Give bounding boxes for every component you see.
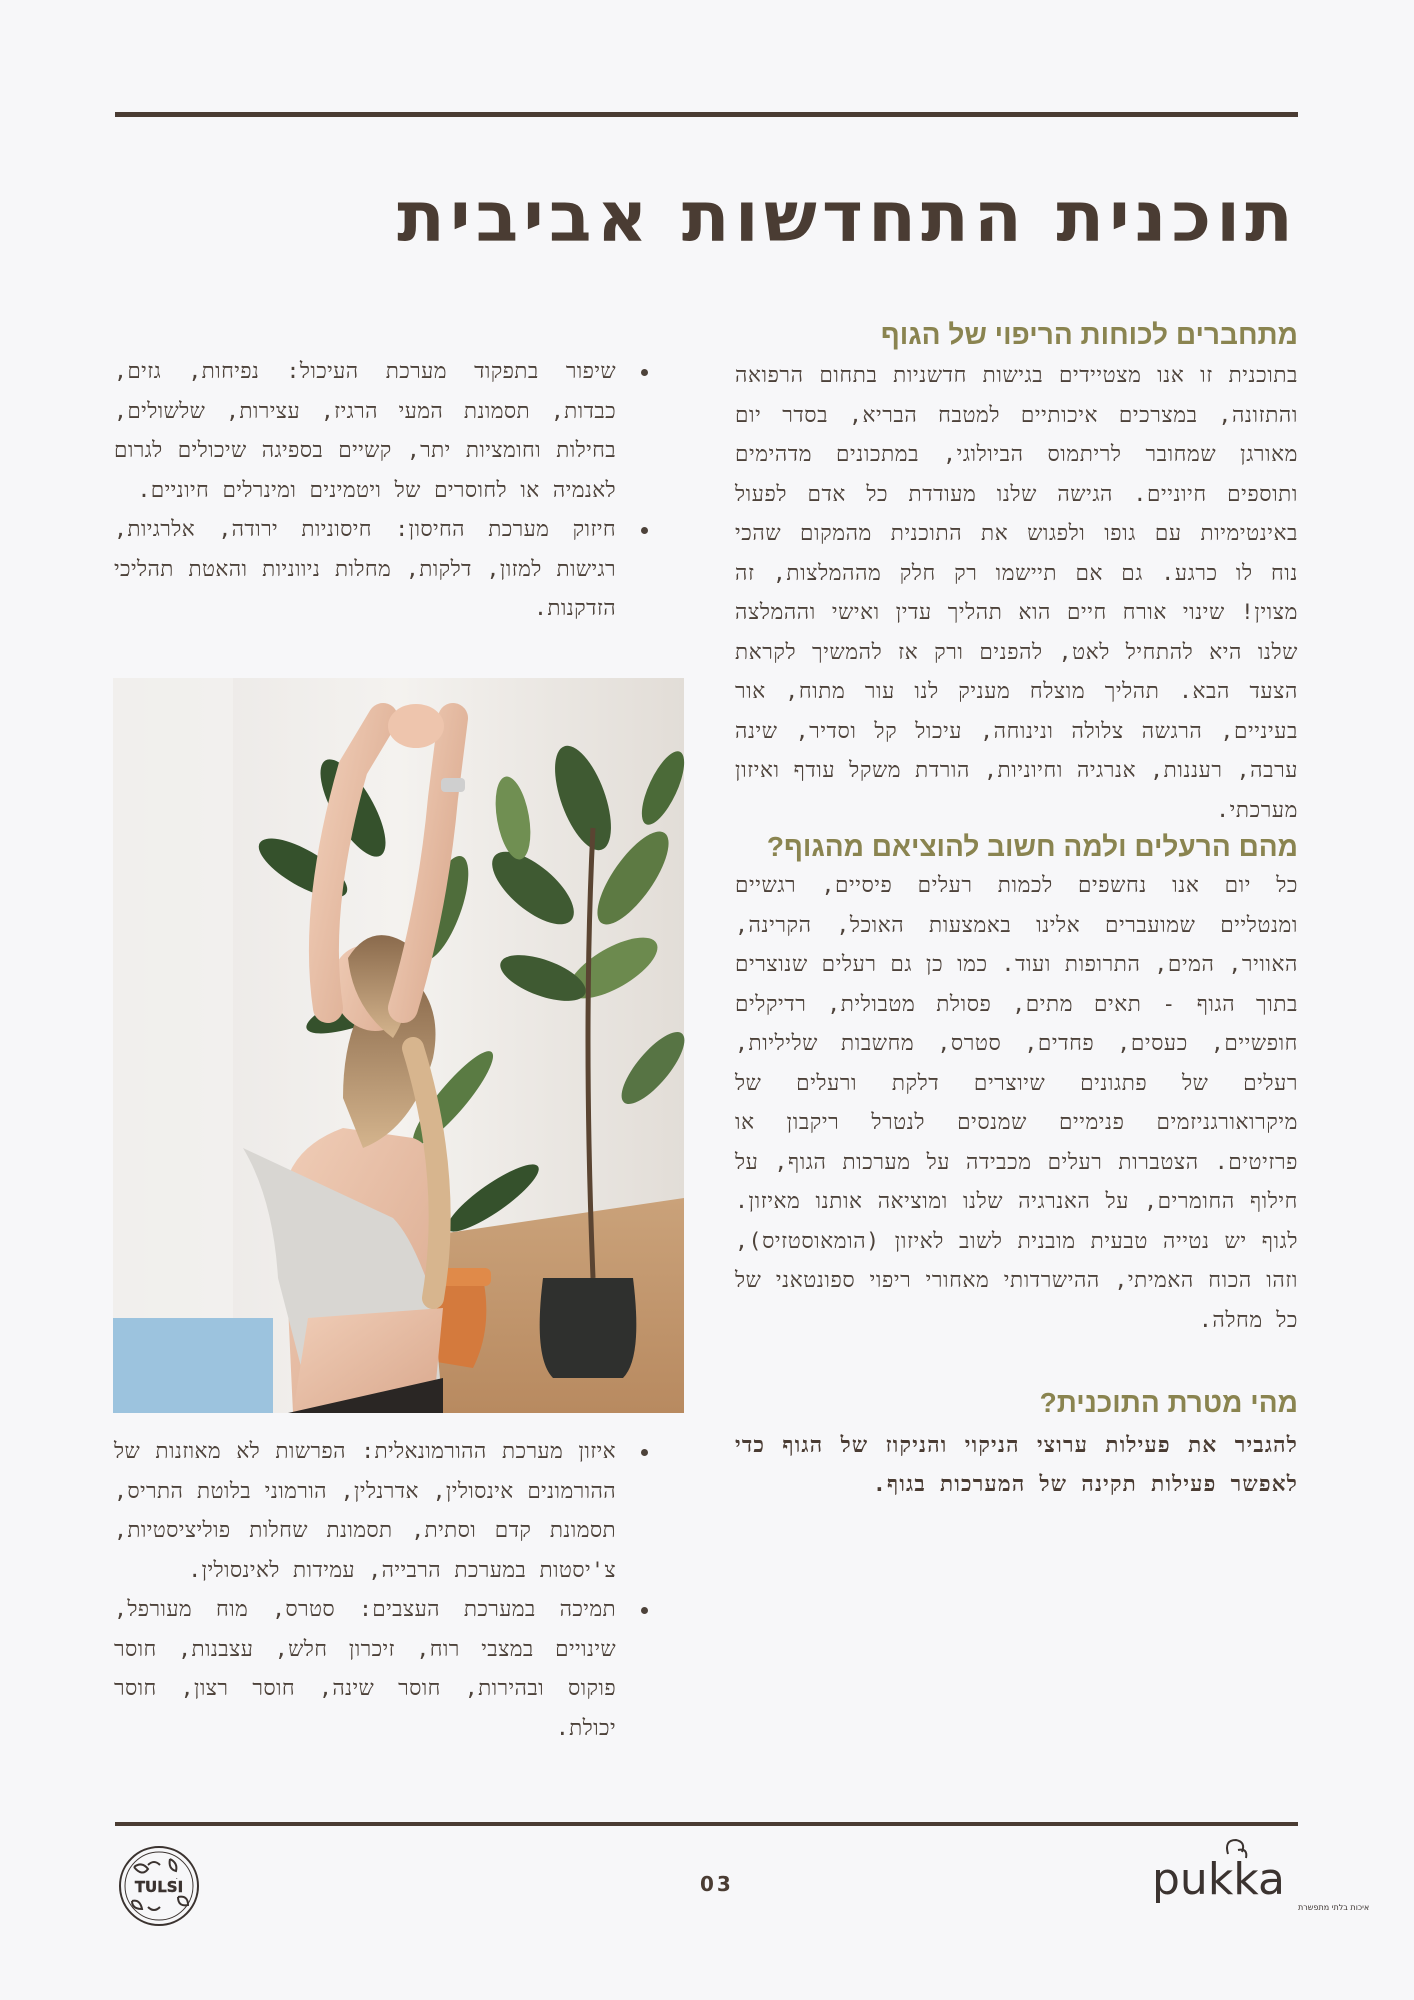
bottom-rule (115, 1822, 1298, 1826)
bullet-icon (641, 1449, 648, 1456)
top-rule (115, 112, 1298, 117)
list-item-text: חיזוק מערכת החיסון: חיסוניות ירודה, אלרגיות, רגישות למזון, דלקות, מחלות ניווניות והאטת תהליכי הזדקנות. (114, 517, 616, 621)
list-item (114, 1432, 656, 1590)
list-item (114, 352, 656, 510)
list-item (114, 510, 656, 629)
tulsi-logo-text: TULSI (134, 1878, 184, 1896)
list-item-text: שיפור בתפקוד מערכת העיכול: נפיחות, גזים, כבדות, תסמונת המעי הרגיז, עצירות, שלשולים, בחילות וחומציות יתר, קשיים בספיגה שיכולים לגרום לאנמיה או לחוסרים של ויטמינים ומינרלים חיוניים. (114, 359, 616, 503)
tulsi-logo (118, 1845, 200, 1927)
paragraph-toxins: כל יום אנו נחשפים לכמות רעלים פיסיים, רגשיים ומנטליים שמועברים אלינו באמצעות האוכל, הקרינה, האוויר, המים, התרופות ועוד. כמו כן גם רעלים שנוצרים בתוך הגוף - תאים מתים, פסולת מטבולית, רדיקלים חופשיים, כעסים, פחדים, סטרס, מחשבות שליליות, רעלים של פתגונים שיוצרים דלקת ורעלים של מיקרואורגניזמים פנימיים שמנסים לנטרל ריקבון או פרזיטים. הצטברות רעלים מכבידה על מערכות הגוף, על חילוף החומרים, על האנרגיה שלנו ומוציאה אותנו מאיזון. לגוף יש נטייה טבעית מובנית לשוב לאיזון (הומאוסטזיס), וזהו הכוח האמיתי, ההישרדותי מאחורי ריפוי ספונטאני של כל מחלה. (735, 873, 1298, 1333)
benefits-list-top (114, 352, 656, 629)
bullet-icon (641, 527, 648, 534)
pukka-logo (1150, 1836, 1370, 1916)
paragraph-goal: להגביר את פעילות ערוצי הניקוי והניקוז של הגוף כדי לאפשר פעילות תקינה של המערכות בגוף. (735, 1433, 1298, 1497)
right-column (735, 318, 1298, 1504)
yoga-photo (113, 678, 684, 1413)
section-heading-goal: מהי מטרת התוכנית? (1039, 1387, 1298, 1418)
list-item (114, 1590, 656, 1748)
paragraph-program-intro: בתוכנית זו אנו מצטיידים בגישות חדשניות בתחום הרפואה והתזונה, במצרכים איכותיים למטבח הבריא, בסדר יום מאורגן שמחובר לריתמוס הביולוגי, במתכונים מדהימים ותוספים חיוניים. הגישה שלנו מעודדת כל אדם לפעול באינטימיות עם גופו ולפגוש את התוכנית מהמקום שהכי נוח לו כרגע. גם אם תיישמו רק חלק מההמלצות, זה מצוין! שינוי אורח חיים הוא תהליך עדין ואישי וההמלצה שלנו היא להתחיל לאט, להפנים ורק אז להמשיך לקראת הצעד הבא. תהליך מוצלח מעניק לנו עור מתוח, אור בעיניים, הרגשה צלולה ונינוחה, עיכול קל וסדיר, שינה ערבה, רעננות, אנרגיה וחיוניות, הורדת משקל עודף ואיזון מערכתי. (735, 363, 1298, 823)
list-item-text: איזון מערכת ההורמונאלית: הפרשות לא מאוזנות של ההורמונים אינסולין, אדרנלין, הורמוני בלוטת התריס, תסמונת קדם וסתית, תסמונת שחלות פוליציסטיות, צ'יסטות במערכת הרבייה, עמידות לאינסולין. (114, 1439, 616, 1583)
section-heading-toxins: מהם הרעלים ולמה חשוב להוציאם מהגוף? (766, 831, 1298, 862)
bullet-icon (641, 1607, 648, 1614)
page-title: תוכנית התחדשות אביבית (397, 176, 1298, 258)
section-heading-healing: מתחברים לכוחות הריפוי של הגוף (880, 319, 1298, 350)
page-number: 03 (700, 1872, 734, 1896)
list-item-text: תמיכה במערכת העצבים: סטרס, מוח מעורפל, שינויים במצבי רוח, זיכרון חלש, עצבנות, חוסר פוקוס ובהירות, חוסר שינה, חוסר רצון, חוסר יכולת. (114, 1597, 616, 1741)
pukka-logo-text: pukka (1152, 1854, 1285, 1905)
benefits-list-bottom (114, 1432, 656, 1748)
bullet-icon (641, 369, 648, 376)
pukka-tagline: איכות בלתי מתפשרת (1298, 1903, 1370, 1912)
